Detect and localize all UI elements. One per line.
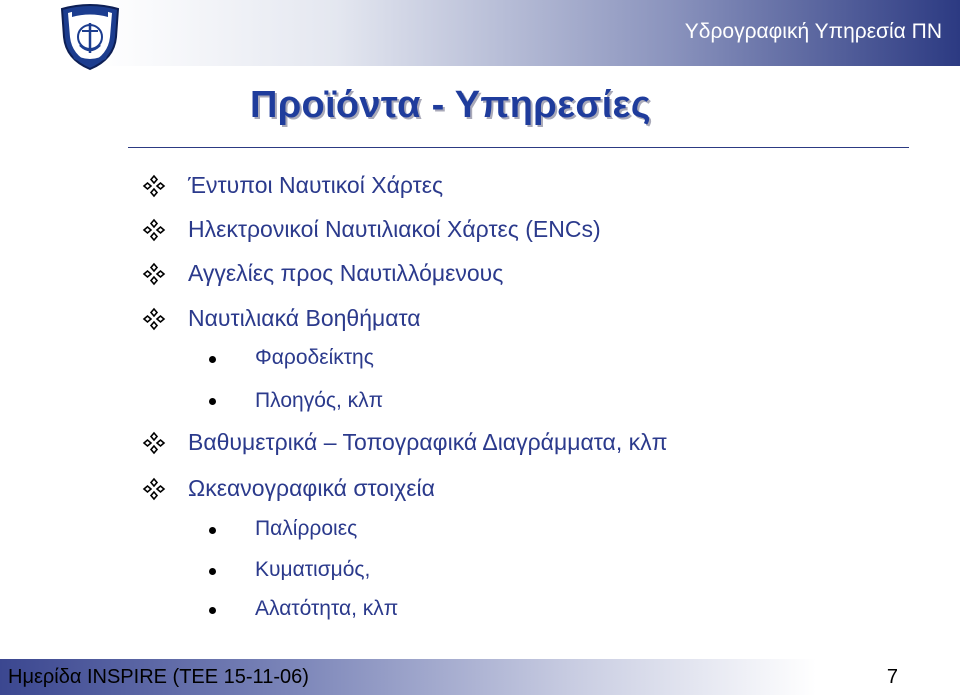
four-diamond-icon <box>142 262 166 286</box>
list-item: Βαθυμετρικά – Τοπογραφικά Διαγράμματα, κλπ <box>188 429 668 455</box>
list-item: Ωκεανογραφικά στοιχεία <box>188 475 435 501</box>
dot-icon <box>209 568 216 575</box>
list-item: Ναυτιλιακά Βοηθήματα <box>188 305 421 331</box>
list-item: Πλοηγός, κλπ <box>255 389 384 412</box>
title-divider <box>128 147 909 148</box>
slide-title: Προϊόντα - Υπηρεσίες <box>250 84 651 126</box>
list-item: Αλατότητα, κλπ <box>255 597 399 620</box>
org-name: Υδρογραφική Υπηρεσία ΠΝ <box>684 20 942 43</box>
four-diamond-icon <box>142 174 166 198</box>
footer-event-label: Ημερίδα INSPIRE (ΤΕΕ 15-11-06) <box>8 666 309 688</box>
list-item: Αγγελίες προς Ναυτιλλόμενους <box>188 260 504 286</box>
four-diamond-icon <box>142 477 166 501</box>
four-diamond-icon <box>142 218 166 242</box>
dot-icon <box>209 356 216 363</box>
hydrographic-service-crest-icon <box>58 3 122 71</box>
dot-icon <box>209 398 216 405</box>
four-diamond-icon <box>142 307 166 331</box>
dot-icon <box>209 607 216 614</box>
four-diamond-icon <box>142 431 166 455</box>
dot-icon <box>209 527 216 534</box>
list-item: Φαροδείκτης <box>255 346 374 369</box>
list-item: Ηλεκτρονικοί Ναυτιλιακοί Χάρτες (ENCs) <box>188 216 601 242</box>
list-item: Κυματισμός, <box>255 558 371 581</box>
list-item: Έντυποι Ναυτικοί Χάρτες <box>188 172 444 198</box>
page-number: 7 <box>886 666 898 688</box>
list-item: Παλίρροιες <box>255 517 358 540</box>
